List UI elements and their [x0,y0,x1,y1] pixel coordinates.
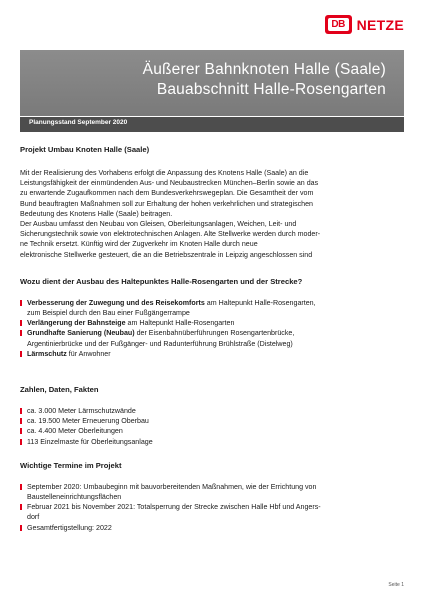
item-bold: Verlängerung der Bahnsteige [27,319,126,328]
project-paragraph-2 [20,219,404,260]
text-line: Mit der Realisierung des Vorhabens erfolgt die Anpassung des Knotens Halle (Saale) an die [20,169,309,177]
text-line: zu erwartende Zugaufkommen nach dem Bundesverkehrswegeplan. Die Gesamtheit der vom [20,189,314,198]
list-item: 113 Einzelmaste für Oberleitungsanlage [20,437,404,447]
project-paragraph-1 [20,168,404,219]
item-text: für Anwohner [66,349,111,358]
planning-status: Planungsstand September 2020 [29,119,128,126]
item-text: Gesamtfertigstellung: 2022 [27,523,112,532]
item-text: der Eisenbahnüberführungen Rosengartenbrücke, [134,329,295,338]
facts-heading: Zahlen, Daten, Fakten [20,385,99,395]
title-banner [20,50,404,116]
item-text: am Haltepunkt Halle-Rosengarten, [204,298,316,307]
db-logo-icon [325,15,352,34]
item-bold: Verbesserung der Zuwegung und des Reisekomforts [27,298,205,307]
banner-title-line1: Äußerer Bahnknoten Halle (Saale) [142,61,386,78]
list-item: ca. 3.000 Meter Lärmschutzwände [20,406,404,416]
list-item [20,328,404,348]
project-heading: Projekt Umbau Knoten Halle (Saale) [20,145,150,154]
item-text: am Haltepunkt Halle-Rosengarten [125,319,235,328]
list-item [20,482,404,502]
item-continuation: dorf [27,513,40,522]
dates-heading: Wichtige Termine im Projekt [20,460,122,470]
list-item [20,349,404,359]
document-body [20,145,404,533]
why-list [20,298,404,359]
text-line: ne Technik ersetzt. Künftig wird der Zugverkehr im Knoten Halle durch neue [20,240,258,249]
item-text: Februar 2021 bis November 2021: Totalsperrung der Strecke zwischen Halle Hbf und Angers- [27,503,321,512]
text-line: Bedeutung des Knotens Halle (Saale) beitragen. [20,209,173,218]
list-item [20,502,404,522]
db-logo-text: DB [328,18,349,31]
banner-title [143,60,386,100]
item-text: September 2020: Umbaubeginn mit bauvorbereitenden Maßnahmen, wie der Errichtung von [27,482,317,491]
item-continuation: zum Beispiel durch den Bau einer Fußgängerrampe [27,309,190,318]
page-number: Seite 1 [388,582,404,588]
list-item [20,318,404,328]
db-netze-logo [325,15,404,34]
text-line: Bund beauftragten Maßnahmen soll zur Erhaltung der hohen verkehrlichen und strategischen [20,199,313,208]
list-item [20,523,404,533]
list-item [20,298,404,318]
list-item: ca. 4.400 Meter Oberleitungen [20,426,404,436]
item-continuation: Argentinierbrücke und der Fußgänger- und Radunterführung Brühlstraße (Distelweg) [27,339,293,348]
text-line: Sicherungstechnik sowie von elektrotechnischen Anlagen. Alte Stellwerke werden durch moder- [20,230,321,239]
item-bold: Grundhafte Sanierung (Neubau) [27,329,135,338]
dates-list [20,482,404,533]
brand-name: NETZE [356,16,404,33]
planning-status-bar [20,117,404,132]
facts-list [20,406,404,447]
why-heading: Wozu dient der Ausbau des Haltepunktes Halle-Rosengarten und der Strecke? [20,276,303,286]
list-item: ca. 19.500 Meter Erneuerung Oberbau [20,416,404,426]
text-line: Leistungsfähigkeit der einmündenden Aus- und Neubaustrecken München–Berlin sowie an das [20,179,319,188]
item-bold: Lärmschutz [27,349,67,358]
item-continuation: Baustelleneinrichtungsflächen [27,493,122,502]
text-line: Der Ausbau umfasst den Neubau von Gleisen, Oberleitungsanlagen, Weichen, Leit- und [20,220,297,229]
banner-title-line2: Bauabschnitt Halle-Rosengarten [156,81,386,98]
text-line: elektronische Stellwerke gesteuert, die an die Betriebszentrale in Leipzig angeschlossen sind [20,250,313,259]
